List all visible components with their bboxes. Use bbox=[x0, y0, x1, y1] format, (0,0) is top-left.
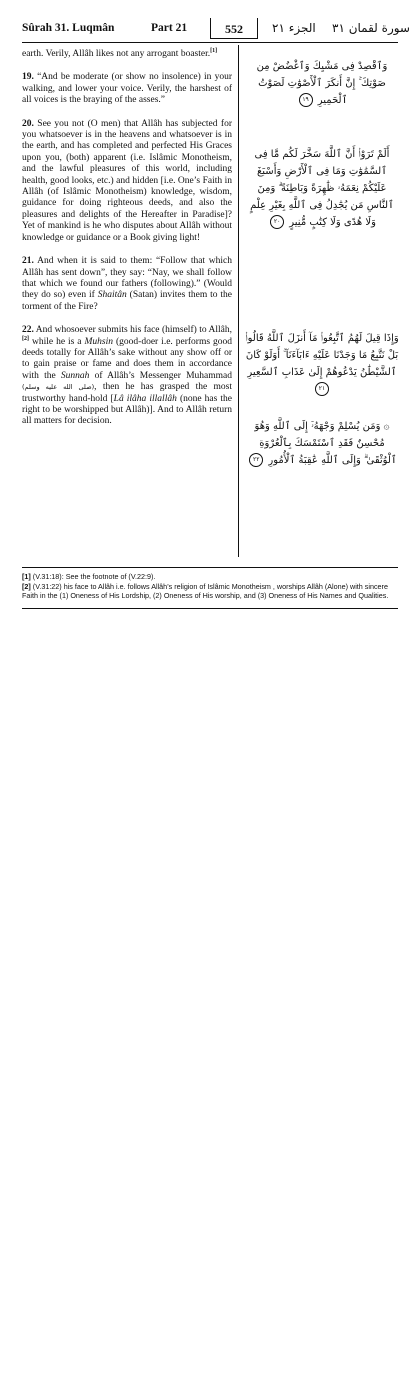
arabic-verse-22: ۞ وَمَن يُسْلِمْ وَجْهَهُۥٓ إِلَى ٱللَّهِ وَهُوَ مُحْسِنٌ فَقَدِ ٱسْتَمْسَكَ بِٱلْعُرْوَةِ ٱلْوُثْقَىٰ ۗ وَإِلَى ٱللَّهِ عَٰقِبَةُ ٱلْأُمُورِ ٢٢ bbox=[244, 418, 400, 469]
ayah-marker-20: ٢٠ bbox=[270, 215, 284, 229]
arabic-verse-19: وَٱقْصِدْ فِى مَشْيِكَ وَٱغْضُضْ مِن صَوْتِكَ ۚ إِنَّ أَنكَرَ ٱلْأَصْوَٰتِ لَصَوْتُ ٱلْحَمِيرِ ١٩ bbox=[256, 61, 388, 106]
verse-20-translation: 20. See you not (O men) that Allâh has subjected for you whatsoever is in the heavens and whatsoever is in the earth, and has completed and perfected His Graces upon you, (both) apparent (i.e. Islâmic Monotheism, and the lawful pleasures of this world, including health, good looks, etc.) and hidden [i.e. One’s Faith in Allâh (of Islâmic Monotheism) knowledge, wisdom, guidance for doing righteous deeds, and also the pleasures and delights of the Hereafter in Paradise]? Yet of mankind is he who disputes about Allâh without knowledge or guidance or a Book giving light! bbox=[22, 118, 233, 243]
column-divider bbox=[238, 45, 239, 557]
page-header bbox=[22, 18, 410, 44]
term-shaitan: Shaitân bbox=[97, 290, 127, 301]
ayah-marker-21: ٢١ bbox=[315, 382, 329, 396]
salawat-arabic: (صلى الله عليه وسلم) bbox=[22, 383, 95, 392]
page-number: 552 bbox=[210, 18, 258, 39]
bottom-rule bbox=[22, 608, 398, 609]
verse-19-translation: 19. “And be moderate (or show no insolence) in your walking, and lower your voice. Verily, the harshest of all voices is the braying of the asses.” bbox=[22, 72, 232, 106]
footnote-ref-1: [1] bbox=[210, 47, 218, 54]
term-muhsin: Muhsin bbox=[84, 336, 114, 347]
verse-number-21: 21. bbox=[22, 256, 34, 267]
footnote-rule bbox=[22, 567, 398, 568]
verse-number-20: 20. bbox=[22, 118, 34, 129]
verse-18-continuation: earth. Verily, Allâh likes not any arrogant boaster.[1] bbox=[22, 47, 218, 59]
footnote-2: [2] (V.31:22) his face to Allâh i.e. follows Allâh’s religion of Islâmic Monotheism , worships Allâh (Alone) with sincere Faith in the (1) Oneness of His Lordship, (2) Oneness of His worship, and (3) Oneness of His Names and Qualities. bbox=[22, 582, 389, 600]
verse-21-translation: 21. And when it is said to them: “Follow that which Allâh has sent down”, they say: “Nay, we shall follow that which we found our fathers (following).” (Would they do so) even if Shaitân (Satan) invites them to the torment of the Fire? bbox=[22, 256, 233, 312]
term-la-ilaha: Lâ ilâha illallâh bbox=[113, 393, 177, 404]
footnotes bbox=[22, 572, 398, 601]
verse-number-19: 19. bbox=[22, 72, 34, 83]
arabic-verse-20: أَلَمْ تَرَوْا۟ أَنَّ ٱللَّهَ سَخَّرَ لَكُم مَّا فِى ٱلسَّمَٰوَٰتِ وَمَا فِى ٱلْأَرْضِ وَأَسْبَغَ عَلَيْكُمْ نِعَمَهُۥ ظَٰهِرَةً وَبَاطِنَةً ۗ وَمِنَ ٱلنَّاسِ مَن يُجَٰدِلُ فِى ٱللَّهِ بِغَيْرِ عِلْمٍ وَلَا هُدًى وَلَا كِتَٰبٍ مُّنِيرٍ ٢٠ bbox=[250, 149, 394, 228]
term-sunnah: Sunnah bbox=[60, 370, 90, 381]
footnote-1: [1] (V.31:18): See the footnote of (V.22:9). bbox=[22, 572, 156, 581]
ayah-marker-19: ١٩ bbox=[299, 93, 313, 107]
arabic-verse-21: وَإِذَا قِيلَ لَهُمُ ٱتَّبِعُوا۟ مَآ أَنزَلَ ٱللَّهُ قَالُوا۟ بَلْ نَتَّبِعُ مَا وَجَدْنَا عَلَيْهِ ءَابَآءَنَآ ۚ أَوَلَوْ كَانَ ٱلشَّيْطَٰنُ يَدْعُوهُمْ إِلَىٰ عَذَابِ ٱلسَّعِيرِ ٢١ bbox=[244, 330, 400, 398]
verse-number-22: 22. bbox=[22, 325, 34, 336]
footnote-ref-2: [2] bbox=[22, 335, 29, 342]
ayah-marker-22: ٢٢ bbox=[249, 453, 263, 467]
verse-22-translation: 22. And whosoever submits his face (himself) to Allâh,[2] while he is a Muhsin (good-doer i.e. performs good deeds totally for Allâh’s sake without any show off or to gain praise or fame and does them in accordance with the Sunnah of Allâh’s Messenger Muhammad (صلى الله عليه وسلم), then he has grasped the most trustworthy hand-hold [Lâ ilâha illallâh (none has the right to be worshipped but Allâh)]. And to Allâh return all matters for decision. bbox=[22, 325, 233, 427]
footnote-mark-1: [1] bbox=[22, 572, 31, 581]
arabic-part-label: الجزء ٢١ bbox=[272, 21, 316, 35]
surah-title: Sûrah 31. Luqmân bbox=[22, 22, 115, 34]
arabic-surah-title: سورة لقمان ٣١ bbox=[332, 21, 410, 35]
header-rule bbox=[22, 42, 398, 43]
part-label: Part 21 bbox=[151, 22, 188, 34]
footnote-mark-2: [2] bbox=[22, 582, 31, 591]
english-translation-column bbox=[22, 49, 232, 428]
